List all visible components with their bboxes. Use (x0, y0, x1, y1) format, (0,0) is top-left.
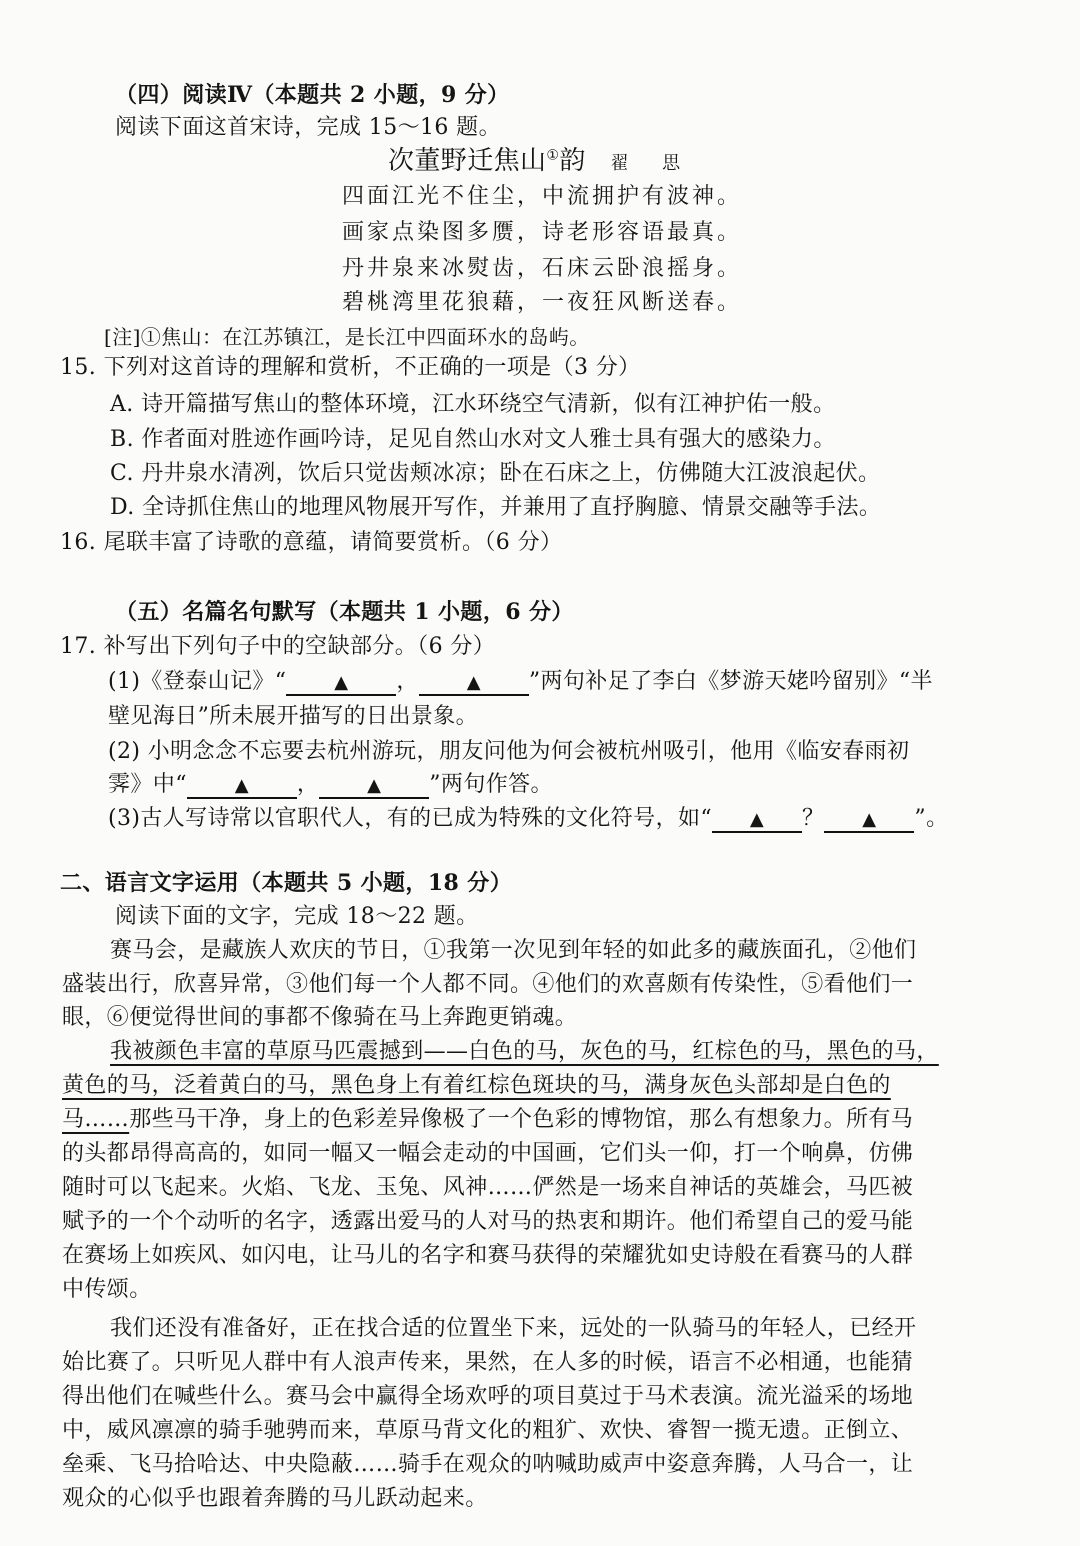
poem-title (388, 146, 694, 179)
question-17-item-3 (108, 804, 948, 834)
question-16-stem: 16. 尾联丰富了诗歌的意蕴，请简要赏析。（6 分） (60, 530, 563, 555)
underlined-sentence-line: 我被颜色丰富的草原马匹震撼到——白色的马，灰色的马，红棕色的马，黑色的马， (110, 1039, 939, 1064)
passage-paragraph-3-line: 得出他们在喊些什么。赛马会中赢得全场欢呼的项目莫过于马术表演。流光溢采的场地 (62, 1384, 914, 1409)
poem-line: 四面江光不住尘，中流拥护有波神。 (342, 184, 743, 209)
question-15-option-d: D. 全诗抓住焦山的地理风物展开写作，并兼用了直抒胸臆、情景交融等手法。 (110, 495, 882, 520)
question-17-item-1-cont: 壁见海日”所未展开描写的日出景象。 (108, 704, 479, 729)
poem-title-end: 韵 (559, 146, 586, 176)
item-3-separator: ？ (802, 806, 825, 831)
question-15-stem: 15. 下列对这首诗的理解和赏析，不正确的一项是（3 分） (60, 355, 641, 380)
item-1-text-a: (1)《登泰山记》“ (108, 669, 287, 694)
passage-paragraph-2-line: 随时可以飞起来。火焰、飞龙、玉兔、风神……俨然是一场来自神话的英雄会，马匹被 (62, 1175, 914, 1200)
item-1-text-b: ”两句补足了李白《梦游天姥吟留别》“半 (528, 669, 933, 694)
passage-paragraph-1-line: 赛马会，是藏族人欢庆的节日，①我第一次见到年轻的如此多的藏族面孔，②他们 (110, 938, 917, 963)
answer-blank[interactable] (187, 773, 297, 799)
triangle-marker: ▲ (466, 672, 481, 693)
question-17-item-2: (2) 小明念念不忘要去杭州游玩，朋友问他为何会被杭州吸引，他用《临安春雨初 (108, 739, 910, 764)
section-intro: 阅读下面这首宋诗，完成 15～16 题。 (115, 115, 501, 140)
answer-blank[interactable] (712, 807, 802, 833)
answer-blank[interactable] (286, 670, 396, 696)
paragraph-2-continuation: 那些马干净，身上的色彩差异像极了一个色彩的博物馆，那么有想象力。所有马 (129, 1107, 914, 1132)
item-2-separator: ， (296, 772, 320, 797)
part-2-intro: 阅读下面的文字，完成 18～22 题。 (115, 904, 479, 929)
underlined-sentence-end: 马…… (62, 1107, 130, 1132)
question-15-option-a: A. 诗开篇描写焦山的整体环境，江水环绕空气清新，似有江神护佑一般。 (110, 392, 836, 417)
answer-blank[interactable] (824, 807, 914, 833)
triangle-marker: ▲ (749, 809, 765, 830)
section-heading-reading4: （四）阅读Ⅳ（本题共 2 小题，9 分） (115, 82, 510, 108)
passage-paragraph-2-line: 中传颂。 (62, 1277, 152, 1302)
passage-paragraph-1-line: 眼，⑥便觉得世间的事都不像骑在马上奔跑更销魂。 (62, 1005, 578, 1030)
passage-paragraph-2-line: 在赛场上如疾风、如闪电，让马儿的名字和赛马获得的荣耀犹如史诗般在看赛马的人群 (62, 1243, 914, 1268)
question-17-item-1 (108, 667, 933, 697)
passage-paragraph-3-line: 我们还没有准备好，正在找合适的位置坐下来，远处的一队骑马的年轻人，已经开 (110, 1316, 917, 1341)
poem-line: 碧桃湾里花狼藉，一夜狂风断送春。 (342, 290, 743, 315)
passage-paragraph-3-line: 观众的心似乎也跟着奔腾的马儿跃动起来。 (62, 1486, 488, 1511)
answer-blank[interactable] (419, 670, 529, 696)
poem-title-text: 次董野迁焦山 (388, 146, 547, 176)
item-2-text-c: ”两句作答。 (429, 772, 553, 797)
item-3-text-c: ”。 (914, 806, 949, 831)
poem-title-note-mark: ① (546, 147, 560, 164)
poem-note: [注]①焦山：在江苏镇江，是长江中四面环水的岛屿。 (104, 325, 590, 349)
passage-paragraph-2-line: 赋予的一个个动听的名字，透露出爱马的人对马的热衷和期许。他们希望自己的爱马能 (62, 1209, 914, 1234)
poem-line: 画家点染图多赝，诗老形容语最真。 (342, 220, 743, 245)
triangle-marker: ▲ (334, 672, 349, 693)
question-17-item-2-cont (108, 770, 553, 800)
triangle-marker: ▲ (234, 775, 249, 796)
item-2-text-b: 霁》中“ (108, 772, 187, 797)
passage-paragraph-3-line: 始比赛了。只听见人群中有人浪声传来，果然，在人多的时候，语言不必相通，也能猜 (62, 1350, 914, 1375)
triangle-marker: ▲ (862, 809, 877, 830)
question-17-stem: 17. 补写出下列句子中的空缺部分。（6 分） (60, 634, 496, 659)
item-3-text-a: (3)古人写诗常以官职代人，有的已成为特殊的文化符号，如“ (108, 806, 713, 831)
section-heading-recitation: （五）名篇名句默写（本题共 1 小题，6 分） (115, 599, 574, 625)
question-15-option-b: B. 作者面对胜迹作画吟诗，足见自然山水对文人雅士具有强大的感染力。 (110, 427, 836, 452)
passage-paragraph-3-line: 垒乘、飞马拾哈达、中央隐蔽……骑手在观众的呐喊助威声中姿意奔腾，人马合一，让 (62, 1452, 914, 1477)
passage-paragraph-1-line: 盛装出行，欣喜异常，③他们每一个人都不同。④他们的欢喜颇有传染性，⑤看他们一 (62, 972, 914, 997)
part-2-heading: 二、语言文字运用（本题共 5 小题，18 分） (60, 870, 513, 896)
passage-paragraph-2-line (62, 1105, 913, 1135)
poem-author: 翟 思 (610, 153, 695, 174)
passage-paragraph-3-line: 中，威风凛凛的骑手驰骋而来，草原马背文化的粗犷、欢快、睿智一揽无遗。正倒立、 (62, 1418, 914, 1443)
poem-line: 丹井泉来冰熨齿，石床云卧浪摇身。 (342, 256, 743, 281)
answer-blank[interactable] (319, 773, 429, 799)
item-1-separator: ， (396, 669, 419, 694)
question-15-option-c: C. 丹井泉水清冽，饮后只觉齿颊冰凉；卧在石床之上，仿佛随大江波浪起伏。 (110, 461, 881, 486)
underlined-sentence-line: 黄色的马，泛着黄白的马，黑色身上有着红棕色斑块的马，满身灰色头部却是白色的 (62, 1073, 891, 1098)
passage-paragraph-2-line: 的头都昂得高高的，如同一幅又一幅会走动的中国画，它们头一仰，打一个响鼻，仿佛 (62, 1141, 914, 1166)
triangle-marker: ▲ (367, 775, 382, 796)
